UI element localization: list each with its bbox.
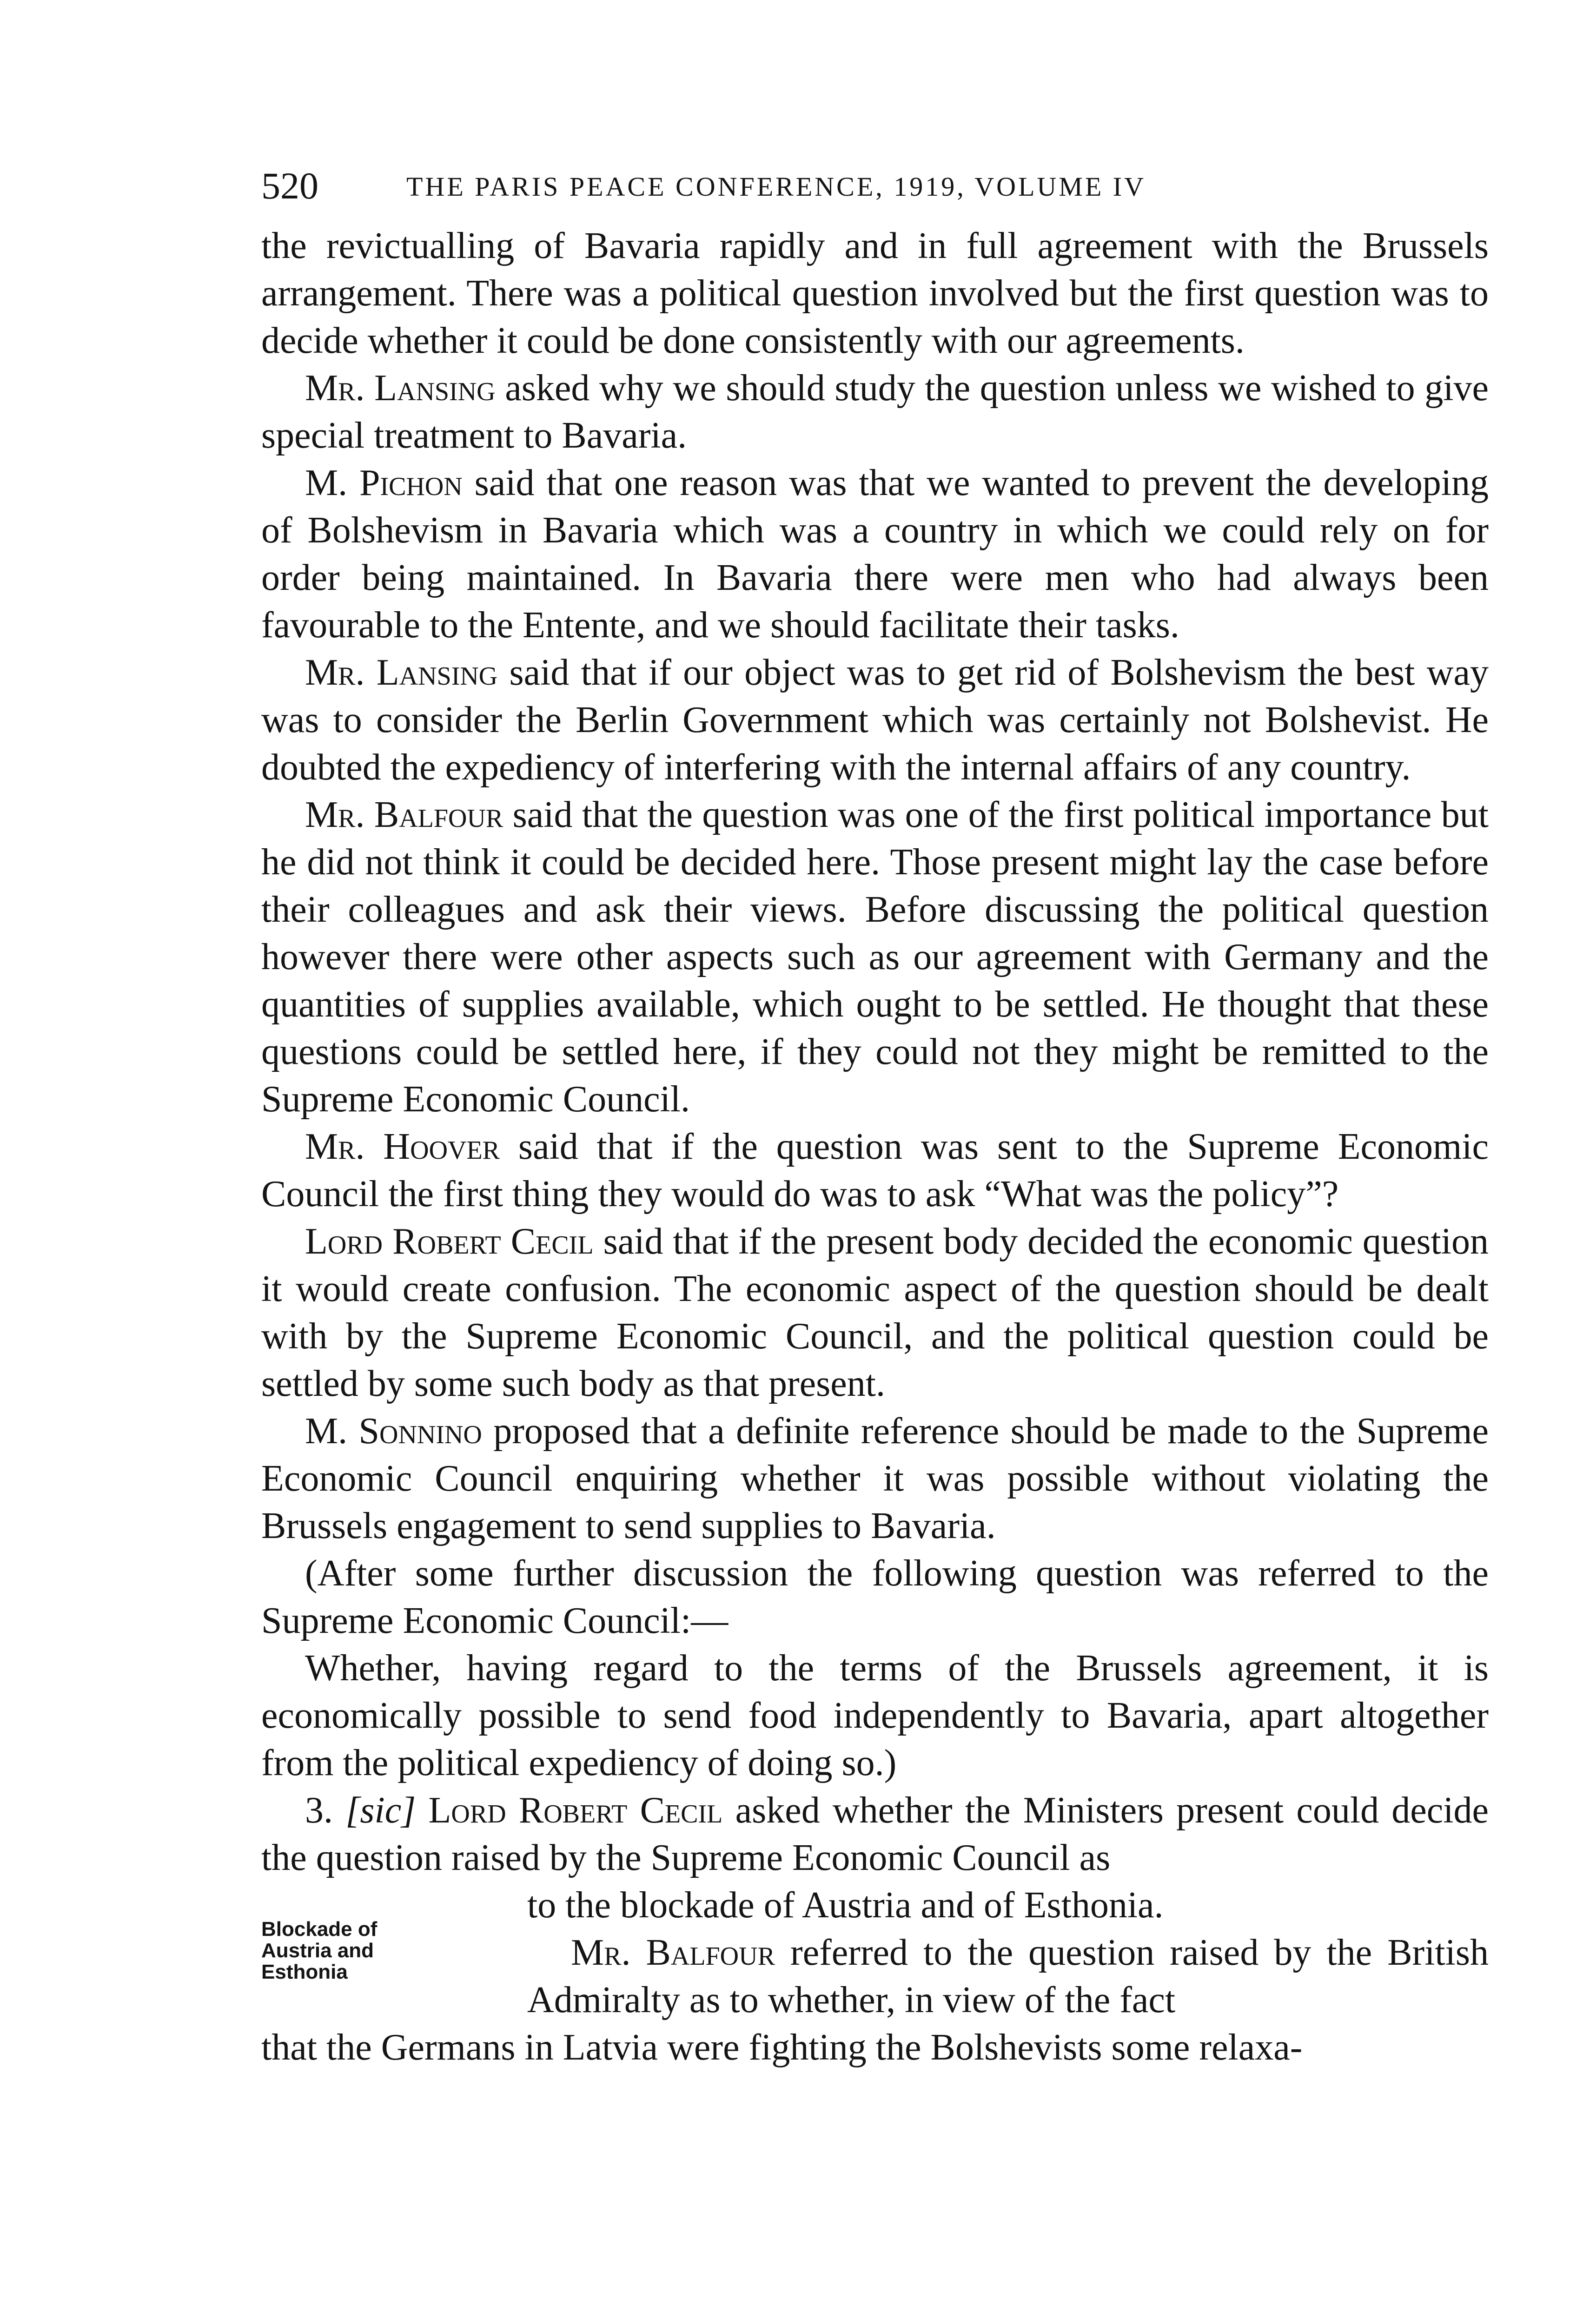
speaker-name: Mr. Balfour	[571, 1932, 775, 1973]
paragraph-cecil-1	[261, 1218, 1489, 1407]
paragraph-sonnino	[261, 1407, 1489, 1550]
paragraph-balfour-2-continued	[261, 2024, 1489, 2071]
sidenote-section	[261, 1882, 1489, 2024]
paragraph-pichon	[261, 459, 1489, 649]
paragraph-text: Whether, having regard to the terms of the Brussels agreement, it is economically possible to send food independently to Bavaria, apart altogether from the political expediency of doing so.)	[261, 1648, 1489, 1783]
running-header	[261, 163, 1489, 214]
document-page	[261, 163, 1489, 2071]
paragraph-question-referred	[261, 1644, 1489, 1787]
speaker-name: Mr. Lansing	[305, 368, 496, 409]
speaker-name: M. Pichon	[305, 462, 463, 503]
paragraph-text: to the blockade of Austria and of Esthonia.	[527, 1885, 1164, 1926]
speaker-name: Mr. Balfour	[305, 794, 503, 835]
speaker-name: Lord Robert Cecil	[305, 1221, 594, 1262]
paragraph-balfour-2	[261, 1929, 1489, 2024]
paragraph-item-3-continued	[261, 1882, 1489, 1929]
marginal-note-line: Esthonia	[261, 1961, 348, 1983]
paragraph-text: said that one reason was that we wanted to prevent the developing of Bolshevism in Bavaria which was a country in which we could rely on for order being maintained. In Bavaria there were men who had always been favourable to the Entente, and we should facilitate their tasks.	[261, 462, 1489, 646]
item-number: 3.	[305, 1790, 346, 1831]
paragraph-discussion-note	[261, 1550, 1489, 1644]
paragraph-text: the revictualling of Bavaria rapidly and in full agreement with the Brussels arrangement. There was a political question involved but the first question was to decide whether it could be done consistently with our agreements.	[261, 225, 1489, 361]
speaker-name: Mr. Hoover	[305, 1126, 500, 1167]
marginal-note-line: Austria and	[261, 1939, 374, 1962]
marginal-note-line: Blockade of	[261, 1918, 378, 1941]
paragraph-balfour-1	[261, 791, 1489, 1123]
paragraph-lansing-2	[261, 649, 1489, 791]
paragraph-text: said that the question was one of the first political importance but he did not think it could be decided here. Those present might lay the case before their colleagues and ask their views. Before discussing the political question however there were other aspects such as our agreement with Germany and the quantities of supplies available, which ought to be settled. He thought that these questions could be settled here, if they could not they might be remitted to the Supreme Economic Council.	[261, 794, 1489, 1120]
paragraph-text: (After some further discussion the following question was referred to the Supreme Economic Council:—	[261, 1553, 1489, 1641]
paragraph-text: said that if our object was to get rid of Bolshevism the best way was to consider the Berlin Government which was certainly not Bolshevist. He doubted the expediency of interfering with the internal affairs of any country.	[261, 652, 1489, 788]
paragraph-lansing-1	[261, 364, 1489, 459]
speaker-name: M. Sonnino	[305, 1411, 482, 1452]
paragraph-text: said that if the present body decided the economic question it would create confusion. The economic aspect of the question should be dealt with by the Supreme Economic Council, and the political question could be settled by some such body as that present.	[261, 1221, 1489, 1404]
paragraph-text: asked whether the Ministers present could decide the question raised by the Supreme Economic Council as	[261, 1790, 1489, 1878]
paragraph-text: said that if the question was sent to the Supreme Economic Council the first thing they would do was to ask “What was the policy”?	[261, 1126, 1489, 1215]
running-title: THE PARIS PEACE CONFERENCE, 1919, VOLUME IV	[406, 172, 1146, 202]
paragraph-text: asked why we should study the question unless we wished to give special treatment to Bavaria.	[261, 368, 1489, 456]
speaker-name: Lord Robert Cecil	[416, 1790, 723, 1831]
paragraph-continuation	[261, 222, 1489, 364]
speaker-name: Mr. Lansing	[305, 652, 498, 693]
paragraph-text: proposed that a definite reference should be made to the Supreme Economic Council enquiring whether it was possible without violating the Brussels engagement to send supplies to Bavaria.	[261, 1411, 1489, 1546]
paragraph-hoover	[261, 1123, 1489, 1218]
sic-mark: [sic]	[345, 1790, 416, 1831]
paragraph-text: referred to the question raised by the British Admiralty as to whether, in view of the fact	[527, 1932, 1489, 2020]
page-number: 520	[261, 165, 318, 207]
paragraph-item-3	[261, 1787, 1489, 1882]
paragraph-text: that the Germans in Latvia were fighting the Bolshevists some relaxa-	[261, 2027, 1303, 2068]
marginal-note	[261, 1919, 419, 1983]
